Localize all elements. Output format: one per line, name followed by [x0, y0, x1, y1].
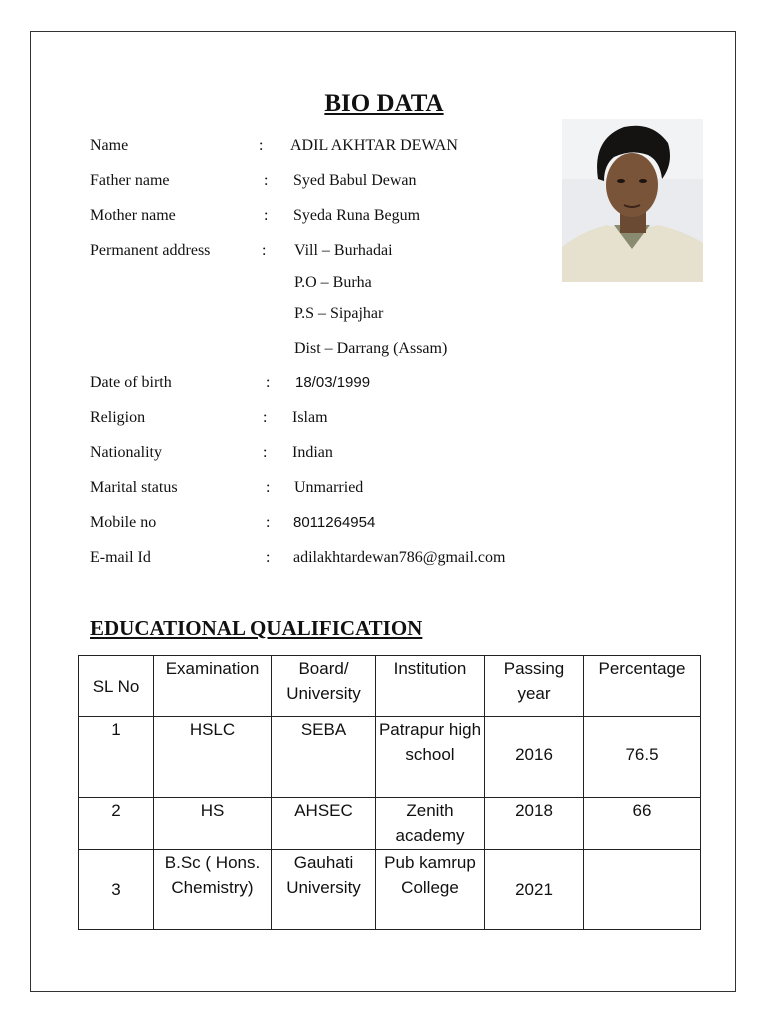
value-mobile-no: 8011264954: [293, 514, 376, 531]
address-line-post-office: P.O – Burha: [294, 274, 372, 291]
value-mother-name: Syeda Runa Begum: [293, 207, 421, 224]
value-date-of-birth: 18/03/1999: [295, 374, 371, 391]
value-religion: Islam: [292, 409, 328, 426]
label-marital-status: Marital status: [90, 479, 178, 496]
value-father-name: Syed Babul Dewan: [293, 172, 417, 189]
value-name: ADIL AKHTAR DEWAN: [290, 137, 458, 154]
cell-board: AHSEC: [272, 798, 376, 850]
table-row: [79, 717, 701, 798]
separator: :: [264, 172, 269, 189]
separator: :: [266, 479, 271, 496]
label-email-id: E-mail Id: [90, 549, 151, 566]
label-father-name: Father name: [90, 172, 170, 189]
table-header-row: [79, 656, 701, 717]
cell-sl-no: 2: [79, 798, 154, 850]
cell-board: Gauhati University: [272, 850, 376, 930]
page-title: BIO DATA: [324, 90, 444, 117]
cell-sl-no: 3: [79, 850, 154, 930]
separator: :: [266, 549, 271, 566]
table-row: [79, 798, 701, 850]
cell-percentage: 66: [584, 798, 701, 850]
header-sl-no: SL No: [79, 656, 154, 717]
cell-examination: HS: [154, 798, 272, 850]
header-institution: Institution: [376, 656, 485, 717]
separator: :: [262, 242, 267, 259]
label-date-of-birth: Date of birth: [90, 374, 172, 391]
value-nationality: Indian: [292, 444, 333, 461]
cell-percentage: [584, 850, 701, 930]
address-line-village: Vill – Burhadai: [294, 242, 393, 259]
value-email-id: adilakhtardewan786@gmail.com: [293, 549, 506, 566]
separator: :: [263, 444, 268, 461]
label-mother-name: Mother name: [90, 207, 176, 224]
address-line-district: Dist – Darrang (Assam): [294, 340, 448, 357]
cell-institution: Patrapur high school: [376, 717, 485, 798]
cell-examination: B.Sc ( Hons. Chemistry): [154, 850, 272, 930]
cell-examination: HSLC: [154, 717, 272, 798]
address-line-police-station: P.S – Sipajhar: [294, 305, 384, 322]
label-permanent-address: Permanent address: [90, 242, 211, 259]
value-marital-status: Unmarried: [294, 479, 364, 496]
cell-institution: Pub kamrup College: [376, 850, 485, 930]
header-board-university: Board/ University: [272, 656, 376, 717]
table-row: [79, 850, 701, 930]
cell-passing-year: 2016: [485, 717, 584, 798]
cell-percentage: 76.5: [584, 717, 701, 798]
cell-institution: Zenith academy: [376, 798, 485, 850]
header-passing-year: Passing year: [485, 656, 584, 717]
cell-board: SEBA: [272, 717, 376, 798]
label-name: Name: [90, 137, 129, 154]
profile-photo: [562, 119, 703, 282]
label-religion: Religion: [90, 409, 146, 426]
cell-passing-year: 2021: [485, 850, 584, 930]
header-percentage: Percentage: [584, 656, 701, 717]
separator: :: [264, 207, 269, 224]
header-examination: Examination: [154, 656, 272, 717]
cell-sl-no: 1: [79, 717, 154, 798]
separator: :: [266, 374, 271, 391]
education-section-title: EDUCATIONAL QUALIFICATION: [90, 616, 423, 640]
separator: :: [266, 514, 271, 531]
education-table: [78, 655, 701, 930]
label-mobile-no: Mobile no: [90, 514, 157, 531]
label-nationality: Nationality: [90, 444, 162, 461]
separator: :: [263, 409, 268, 426]
cell-passing-year: 2018: [485, 798, 584, 850]
separator: :: [259, 137, 264, 154]
